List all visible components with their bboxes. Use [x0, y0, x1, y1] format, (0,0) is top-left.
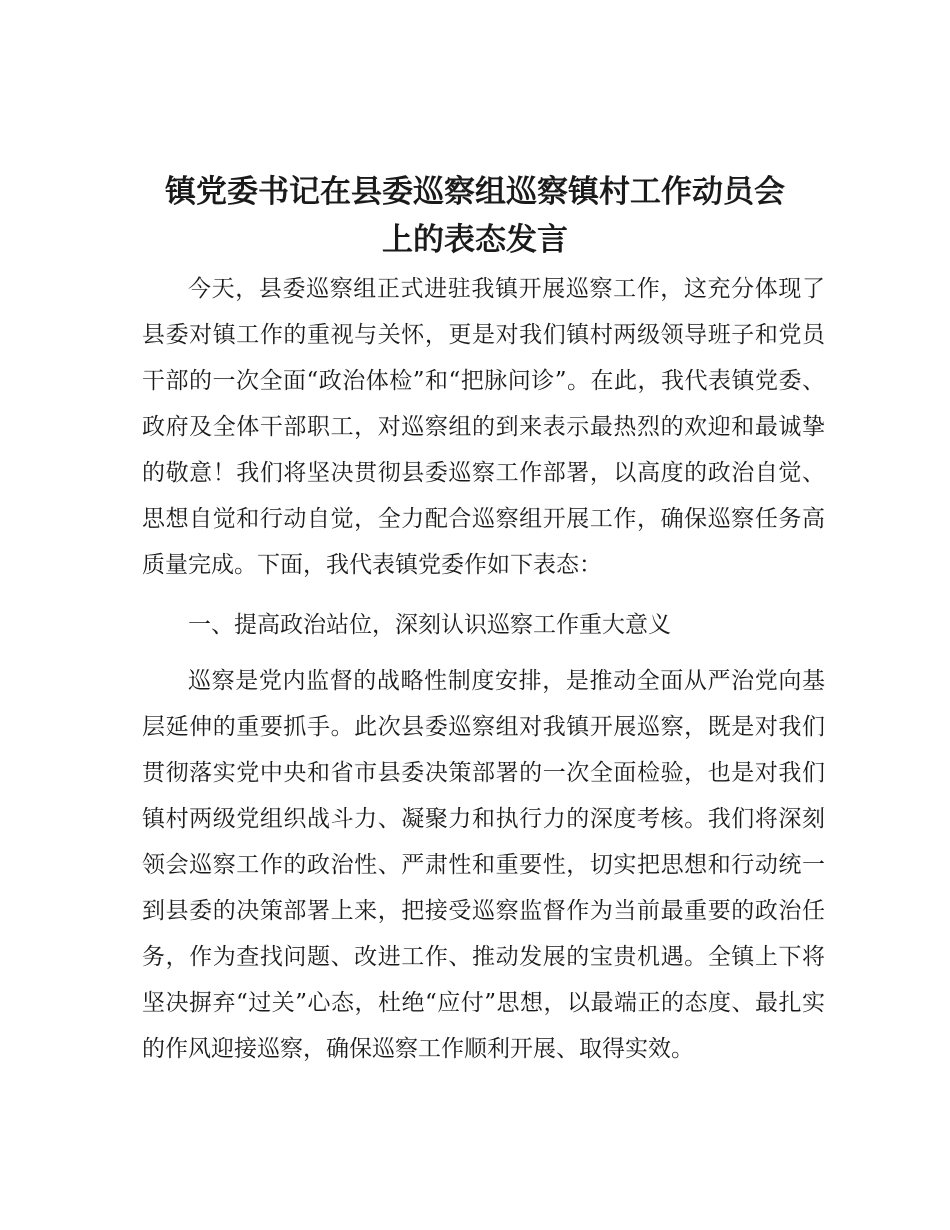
paragraph-intro: 今天，县委巡察组正式进驻我镇开展巡察工作，这充分体现了县委对镇工作的重视与关怀，更是对我们镇村两级领导班子和党员干部的一次全面“政治体检”和“把脉问诊”。在此，我代表镇党委、政府及全体干部职工，对巡察组的到来表示最热烈的欢迎和最诚挚的敬意！我们将坚决贯彻县委巡察工作部署，以高度的政治自觉、思想自觉和行动自觉，全力配合巡察组开展工作，确保巡察任务高质量完成。下面，我代表镇党委作如下表态： [142, 276, 825, 578]
section-heading-1: 一、提高政治站位，深刻认识巡察工作重大意义 [188, 612, 671, 638]
title-line-2: 上的表态发言 [382, 222, 568, 258]
title-line-1: 镇党委书记在县委巡察组巡察镇村工作动员会 [165, 174, 785, 210]
document-title [120, 168, 830, 264]
document-body [142, 266, 825, 1072]
paragraph-section-1: 巡察是党内监督的战略性制度安排，是推动全面从严治党向基层延伸的重要抓手。此次县委巡察组对我镇开展巡察，既是对我们贯彻落实党中央和省市县委决策部署的一次全面检验，也是对我们镇村两级党组织战斗力、凝聚力和执行力的深度考核。我们将深刻领会巡察工作的政治性、严肃性和重要性，切实把思想和行动统一到县委的决策部署上来，把接受巡察监督作为当前最重要的政治任务，作为查找问题、改进工作、推动发展的宝贵机遇。全镇上下将坚决摒弃“过关”心态，杜绝“应付”思想，以最端正的态度、最扎实的作风迎接巡察，确保巡察工作顺利开展、取得实效。 [142, 668, 825, 1062]
